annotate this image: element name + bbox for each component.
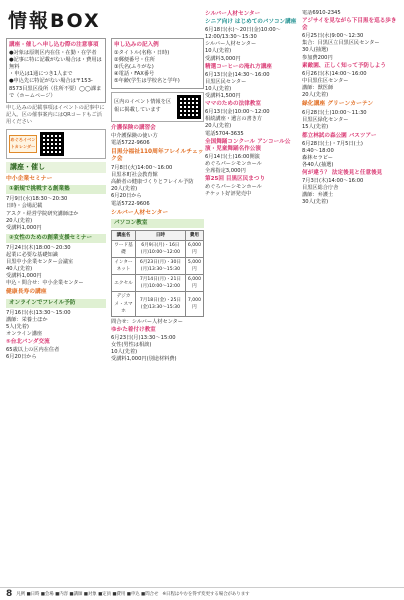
detail-line: 目黒中小企業センター会議室: [6, 259, 74, 266]
detail-line: 目黒区総合庁舎: [302, 185, 339, 192]
detail-line: 中目黒住区センター: [302, 77, 349, 84]
subsection-heading: パソコン教室: [111, 219, 204, 228]
table-cell: デジカメ・スマホ: [112, 292, 136, 316]
detail-line: 集合：目黒区立目黒区民センター: [302, 40, 380, 47]
notice-qr-box[interactable]: [111, 92, 204, 122]
detail-line: 講師：弁護士: [302, 192, 334, 199]
page-title: 情報BOX: [8, 10, 101, 32]
application-item: ④電話・FAX番号: [114, 71, 155, 78]
detail-line: 女性(男性は相談): [111, 342, 152, 348]
detail-line: 6月25日(水)9:00～12:30: [302, 33, 364, 40]
detail-line: 森林セラピー: [302, 154, 333, 161]
intro-line: ・申込は1通につき1人まで: [9, 71, 73, 78]
table-header: 講座名: [112, 230, 136, 240]
footer: [0, 587, 404, 600]
application-item: ②郵便番号・住所: [114, 57, 155, 64]
section-heading: 何が違う？ 法定後見と任意後見: [302, 169, 383, 176]
table-cell: 6,000円: [185, 275, 203, 292]
detail-line: 講師：獣医師: [302, 84, 334, 91]
detail-line: 目黒区民センター: [205, 78, 247, 85]
detail-line: 目黒本町社会教育館: [111, 172, 158, 179]
section-heading: ⑤台北パンダ交流: [6, 339, 50, 345]
detail-line: 6月28日(土)10:00～11:30: [302, 110, 367, 117]
detail-line: 6月28日(土)・7月5日(土): [302, 140, 363, 147]
section-heading: 第25回 目黒区民まつり: [205, 176, 266, 183]
detail-line: 参加費200円: [302, 54, 333, 61]
detail-line: アスク・経営学院研究講師ほか: [6, 210, 79, 217]
section-heading: シルバー人材センター: [205, 11, 261, 17]
table-cell: 6月23日(月)・30日(月)13:30～15:30: [135, 258, 185, 275]
detail-line: 6月13日(金)14:30～16:00: [205, 71, 270, 78]
detail-line: 20人(先着): [302, 92, 329, 99]
section-heading: ママのための法律教室: [205, 101, 261, 108]
table-cell: エクセル: [112, 275, 136, 292]
column-1: [6, 36, 106, 581]
section-band: 講座・催し: [6, 162, 106, 173]
detail-line: 30人(抽選): [302, 47, 329, 54]
section-heading: 中小企業セミナー: [6, 176, 53, 183]
section-heading: 緑化講座 グリーンカーテン: [302, 101, 374, 108]
detail-line: オンライン講座: [6, 330, 43, 337]
detail-line: 7月24日(木)18:00～20:30: [6, 244, 71, 251]
detail-line: 電話5704-3635: [205, 130, 244, 137]
detail-line: 相続講座・遺言の書き方: [205, 116, 263, 123]
detail-line: 6月18日(水)～20日(金)10:00～12:00/13:30～15:30: [205, 27, 281, 41]
contact-line: 問合せ：シルバー人材センター: [111, 318, 183, 325]
detail-line: チケット好評発売中: [205, 191, 252, 198]
detail-line: 7月16日(水)13:30～15:00: [6, 309, 71, 316]
phone-line: 電話6910-2345: [302, 10, 341, 16]
detail-line: 講師：栄養士ほか: [6, 316, 48, 323]
subsection-heading: ②女性のための創業支援セミナー: [6, 234, 106, 243]
detail-line: 受講料1,000円: [6, 273, 42, 280]
detail-line: 受講料1,000円(別途材料費): [111, 356, 177, 363]
section-heading: 介護保険の講習会: [111, 124, 156, 131]
section-heading: 精選コーヒーの淹れ方講座: [205, 63, 272, 70]
application-title: 申し込みの記入例: [114, 42, 159, 48]
detail-line: 起業に必要な基礎知識: [6, 251, 58, 258]
table-cell: インターネット: [112, 258, 136, 275]
application-example-box: [111, 38, 204, 89]
footer-legend: 凡例 ■日時 ■会場 ■内容 ■講師 ■対象 ■定員 ■費用 ■申込 ■問合せ: [16, 592, 159, 597]
subsection-heading: ①新規で挑戦する創業塾: [6, 185, 106, 194]
intro-line: ●対象は原則区内在住・在勤・在学者: [9, 50, 97, 57]
section-heading: シルバー人材センター: [111, 209, 169, 216]
intro-note: 申し込みの記載事項はイベントの記事中に記入。区の催事案内にはQRコードもご活用ください: [6, 104, 105, 125]
table-cell: 6,000円: [185, 240, 203, 257]
section-heading: アジサイを見ながら下目黒を巡る歩き会: [302, 18, 397, 32]
detail-line: 20人(先着): [6, 217, 33, 224]
section-heading: ゆかた着付け教室: [111, 326, 156, 333]
table-cell: 7月14日(月)・21日(月)10:00～12:00: [135, 275, 185, 292]
contact-line: 申込・問合せ：中小企業センター: [6, 280, 84, 287]
detail-line: 全席指定3,000円: [205, 167, 246, 174]
table-cell: ワード基礎: [112, 240, 136, 257]
detail-line: 30人(先着): [302, 199, 329, 206]
detail-line: 10人(先着): [205, 85, 232, 92]
detail-line: めぐろパーシモンホール: [205, 184, 262, 191]
notice-box: [6, 38, 106, 103]
table-header: 費用: [185, 230, 203, 240]
detail-line: 中介護保険の使い方: [111, 132, 158, 139]
qr-code-icon[interactable]: [40, 132, 64, 156]
intro-line: ●記事に特に記載がない場合は・費用は無料: [9, 57, 102, 71]
detail-line: 6月20日から: [111, 193, 142, 200]
detail-line: シルバー人材センター: [205, 41, 257, 48]
detail-line: 65歳以上の区内在住者: [6, 347, 60, 354]
column-3: [205, 10, 298, 581]
header: [8, 6, 118, 32]
course-table: [111, 230, 204, 317]
detail-line: 6月23日(月)13:30～15:00: [111, 334, 176, 341]
detail-line: 7月8日(火)14:00～16:00: [111, 165, 173, 172]
detail-line: 7月9日(水)18:30～20:30: [6, 196, 68, 203]
application-item: ⑤年齢(学生は学校名と学年): [114, 78, 180, 85]
detail-line: 15人(先着): [302, 124, 329, 131]
section-heading: 目黒分福祉110周年フレイルチェック会: [111, 148, 204, 162]
page-number: 8: [6, 589, 13, 599]
detail-line: めぐろパーシモンホール: [205, 160, 262, 167]
table-row: [112, 275, 204, 292]
detail-line: 5人(先着): [6, 323, 29, 330]
section-heading: 全国舞踊コンクール アンコール公演・児童舞踊名作公演: [205, 138, 291, 152]
detail-line: 7月3日(木)14:00～16:00: [302, 178, 364, 185]
table-row: [112, 292, 204, 316]
column-2: [111, 36, 204, 581]
detail-line: 目黒区緑化センター: [302, 117, 349, 124]
application-item: ③氏名(ふりがな): [114, 64, 154, 71]
detail-line: 高齢者の健康づくりとフレイル予防: [111, 179, 194, 186]
table-cell: 7月18日(金)・25日(金)13:30～15:30: [135, 292, 185, 316]
table-cell: 5,000円: [185, 258, 203, 275]
intro-line: ●申込先に特記がない場合は〒153-8573目黒区役所（住所不要）◯◯課まで（ホームページ）: [9, 78, 102, 99]
table-row: [112, 258, 204, 275]
notice-text: 区内のイベント情報を区報に掲載しています: [114, 99, 172, 113]
detail-line: 受講料1,000円: [6, 224, 42, 231]
table-cell: 7,000円: [185, 292, 203, 316]
detail-line: 受講料1,500円: [205, 93, 241, 100]
calendar-icon: めぐろイベントカレンダー: [9, 135, 37, 153]
detail-line: 6月20日から: [6, 354, 37, 361]
detail-line: 電話5722-9606: [111, 139, 150, 146]
detail-line: 40人(先着): [6, 266, 33, 273]
event-calendar-box[interactable]: [6, 129, 106, 159]
footer-note: ※日程はやむを得ず変更する場合があります: [162, 592, 250, 597]
section-heading: シニア向け はじめてのパソコン講座: [205, 19, 297, 26]
detail-line: 受講料3,000円: [205, 55, 241, 62]
table-cell: 6月9日(月)・16日(月)10:00～12:00: [135, 240, 185, 257]
detail-line: 6月26日(木)14:00～16:00: [302, 70, 367, 77]
section-heading: 健康長寿の講座: [6, 289, 47, 296]
detail-line: 20人(先着): [111, 186, 138, 193]
detail-line: 10人(先着): [111, 349, 138, 356]
intro-title: 講座・催しへ申し込む際の注意事項: [9, 42, 99, 48]
detail-line: 各40人(抽選): [302, 161, 334, 168]
detail-line: 20人(先着): [205, 123, 232, 130]
subsection-heading: オンラインでフレイル予防: [6, 299, 106, 308]
detail-line: 日時・会場記載: [6, 203, 43, 210]
detail-line: 電話5722-9606: [111, 200, 150, 207]
application-item: ①タイトル(名称・日時): [114, 50, 170, 57]
section-heading: 都立林試の森公園 バスツアー: [302, 132, 377, 139]
table-row: [112, 240, 204, 257]
detail-line: 6月13日(金)10:00～12:00: [205, 109, 270, 116]
qr-code-icon[interactable]: [177, 95, 201, 119]
section-heading: 素敵園、正しく知って予防しよう: [302, 62, 386, 69]
detail-line: 8:40～18:00: [302, 147, 334, 154]
table-header: 日時: [135, 230, 185, 240]
detail-line: 6月14日(土)16:00開演: [205, 153, 260, 160]
detail-line: 10人(先着): [205, 48, 232, 55]
column-4: [302, 10, 398, 581]
